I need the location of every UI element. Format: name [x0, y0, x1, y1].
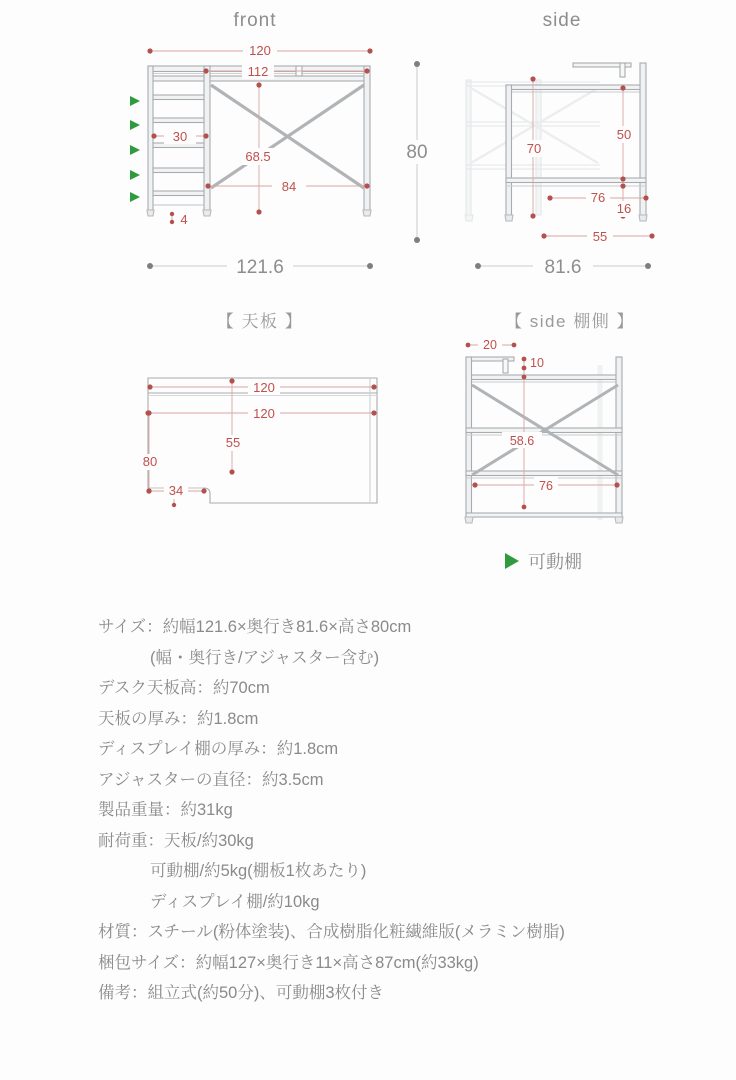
- svg-text:50: 50: [616, 127, 632, 142]
- side-view-drawing: [440, 0, 736, 290]
- svg-text:34: 34: [168, 483, 184, 498]
- adjustable-shelf-arrows: [130, 96, 140, 202]
- spec-line: 可動棚/約5kg(棚板1枚あたり): [150, 862, 367, 880]
- svg-text:30: 30: [172, 129, 188, 144]
- side-shelf-view-title: 【 side 棚側 】: [505, 312, 635, 331]
- spec-line: 梱包サイズ：約幅127×奥行き11×高さ87cm(約33kg): [98, 953, 479, 972]
- svg-text:81.6: 81.6: [544, 257, 582, 278]
- top-panel-view-title: 【 天板 】: [216, 312, 304, 331]
- spec-line: アジャスターの直径：約3.5cm: [98, 770, 324, 789]
- side-dimension-lines: [530, 76, 654, 238]
- svg-text:55: 55: [225, 435, 241, 450]
- front-view-drawing: [0, 0, 440, 290]
- green-triangle-icon: [505, 553, 519, 569]
- spec-line: ディスプレイ棚の厚み：約1.8cm: [98, 740, 339, 758]
- svg-text:4: 4: [180, 212, 188, 227]
- svg-text:76: 76: [590, 190, 606, 205]
- svg-text:76: 76: [539, 479, 553, 493]
- svg-text:120: 120: [253, 380, 275, 395]
- svg-text:10: 10: [530, 356, 544, 370]
- svg-text:120: 120: [253, 406, 275, 421]
- legend-adjustable-shelf: [505, 548, 582, 574]
- spec-line: 材質：スチール(粉体塗装)、合成樹脂化粧繊維版(メラミン樹脂): [98, 923, 565, 941]
- spec-line: 耐荷重：天板/約30kg: [98, 831, 254, 850]
- side-view-title: side: [542, 10, 582, 31]
- svg-text:68.5: 68.5: [245, 149, 271, 164]
- spec-line: ディスプレイ棚/約10kg: [150, 892, 320, 911]
- spec-line: 備考：組立式(約50分)、可動棚3枚付き: [98, 984, 385, 1002]
- svg-text:80: 80: [142, 454, 158, 469]
- side-shelf-view: [440, 295, 736, 590]
- svg-text:80: 80: [406, 142, 428, 163]
- side-shelf-drawing: [440, 295, 736, 590]
- legend-label: 可動棚: [528, 552, 582, 572]
- front-view-title: front: [233, 10, 277, 31]
- specification-list: [0, 612, 736, 1009]
- svg-text:121.6: 121.6: [236, 257, 284, 278]
- side-view: [440, 0, 736, 290]
- svg-text:84: 84: [281, 179, 297, 194]
- spec-line: (幅・奥行き/アジャスター含む): [150, 648, 380, 667]
- svg-text:16: 16: [616, 201, 632, 216]
- svg-text:70: 70: [526, 141, 542, 156]
- side-overall-label: [533, 254, 593, 278]
- front-overall-dimensions: [147, 61, 420, 269]
- top-panel-view: [0, 295, 440, 530]
- spec-line: サイズ：約幅121.6×奥行き81.6×高さ80cm: [98, 618, 412, 636]
- svg-text:55: 55: [592, 229, 608, 244]
- svg-text:112: 112: [247, 64, 269, 79]
- spec-line: 製品重量：約31kg: [98, 801, 233, 819]
- svg-text:120: 120: [249, 43, 271, 58]
- spec-line: 天板の厚み：約1.8cm: [98, 709, 259, 728]
- svg-text:20: 20: [483, 338, 497, 352]
- spec-line: デスク天板高：約70cm: [98, 679, 270, 697]
- front-view: [0, 0, 440, 290]
- svg-text:58.6: 58.6: [509, 434, 535, 448]
